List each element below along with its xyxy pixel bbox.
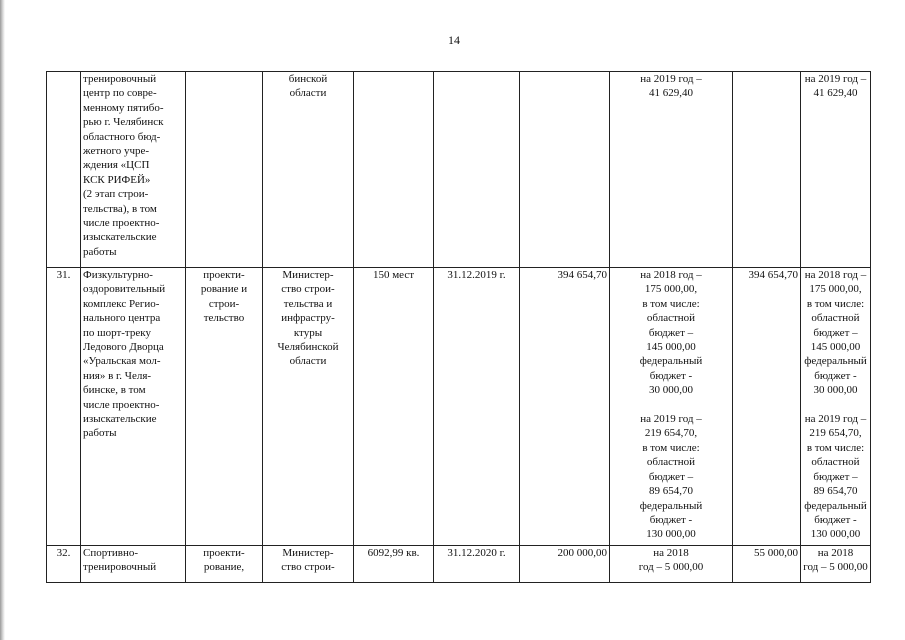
- row-number: [47, 72, 81, 268]
- page-number: 14: [448, 33, 460, 47]
- capacity: [354, 72, 434, 268]
- funding-by-year-2: на 2018 год – 175 000,00, в том числе: областной бюджет – 145 000,00 федеральный бюджет - 30 000,00 на 2019 год – 219 654,70, в том числе: областной бюджет – 89 654,70 федеральный бюджет - 130 000,00: [801, 268, 871, 546]
- customer: Министер- ство строи-: [263, 546, 354, 583]
- row-number: 32.: [47, 546, 81, 583]
- object-name: Физкультурно- оздоровительный комплекс Регио- нального центра по шорт-треку Ледового Дворца «Уральская мол- ния» в г. Челя- бинске, в том числе проектно- изыскательские работы: [81, 268, 186, 546]
- work-type: проекти- рование и строи- тельство: [186, 268, 263, 546]
- capacity: 6092,99 кв.: [354, 546, 434, 583]
- estimated-cost: 394 654,70: [520, 268, 610, 546]
- deadline: [434, 72, 520, 268]
- funding-by-year-2: на 2019 год – 41 629,40: [801, 72, 871, 268]
- object-name: тренировочный центр по совре- менному пятибо- рью г. Челябинск областного бюд- жетного учре- ждения «ЦСП КСК РИФЕЙ» (2 этап строи- тельства), в том числе проектно- изыскательские работы: [81, 72, 186, 268]
- table-row: [47, 72, 871, 268]
- deadline: 31.12.2019 г.: [434, 268, 520, 546]
- funding-by-year: на 2018 год – 175 000,00, в том числе: областной бюджет – 145 000,00 федеральный бюджет - 30 000,00 на 2019 год – 219 654,70, в том числе: областной бюджет – 89 654,70 федеральный бюджет - 130 000,00: [610, 268, 733, 546]
- row-number: 31.: [47, 268, 81, 546]
- object-name: Спортивно- тренировочный: [81, 546, 186, 583]
- work-type: проекти- рование,: [186, 546, 263, 583]
- scan-edge-shadow: [0, 0, 5, 640]
- deadline: 31.12.2020 г.: [434, 546, 520, 583]
- estimated-cost-2: 55 000,00: [733, 546, 801, 583]
- funding-by-year-2: на 2018 год – 5 000,00: [801, 546, 871, 583]
- customer: бинской области: [263, 72, 354, 268]
- work-type: [186, 72, 263, 268]
- estimated-cost: 200 000,00: [520, 546, 610, 583]
- object-table: [46, 71, 871, 583]
- table-row: [47, 268, 871, 546]
- customer: Министер- ство строи- тельства и инфрастру- ктуры Челябинской области: [263, 268, 354, 546]
- table-row: [47, 546, 871, 583]
- estimated-cost: [520, 72, 610, 268]
- estimated-cost-2: [733, 72, 801, 268]
- funding-by-year: на 2019 год – 41 629,40: [610, 72, 733, 268]
- estimated-cost-2: 394 654,70: [733, 268, 801, 546]
- funding-by-year: на 2018 год – 5 000,00: [610, 546, 733, 583]
- capacity: 150 мест: [354, 268, 434, 546]
